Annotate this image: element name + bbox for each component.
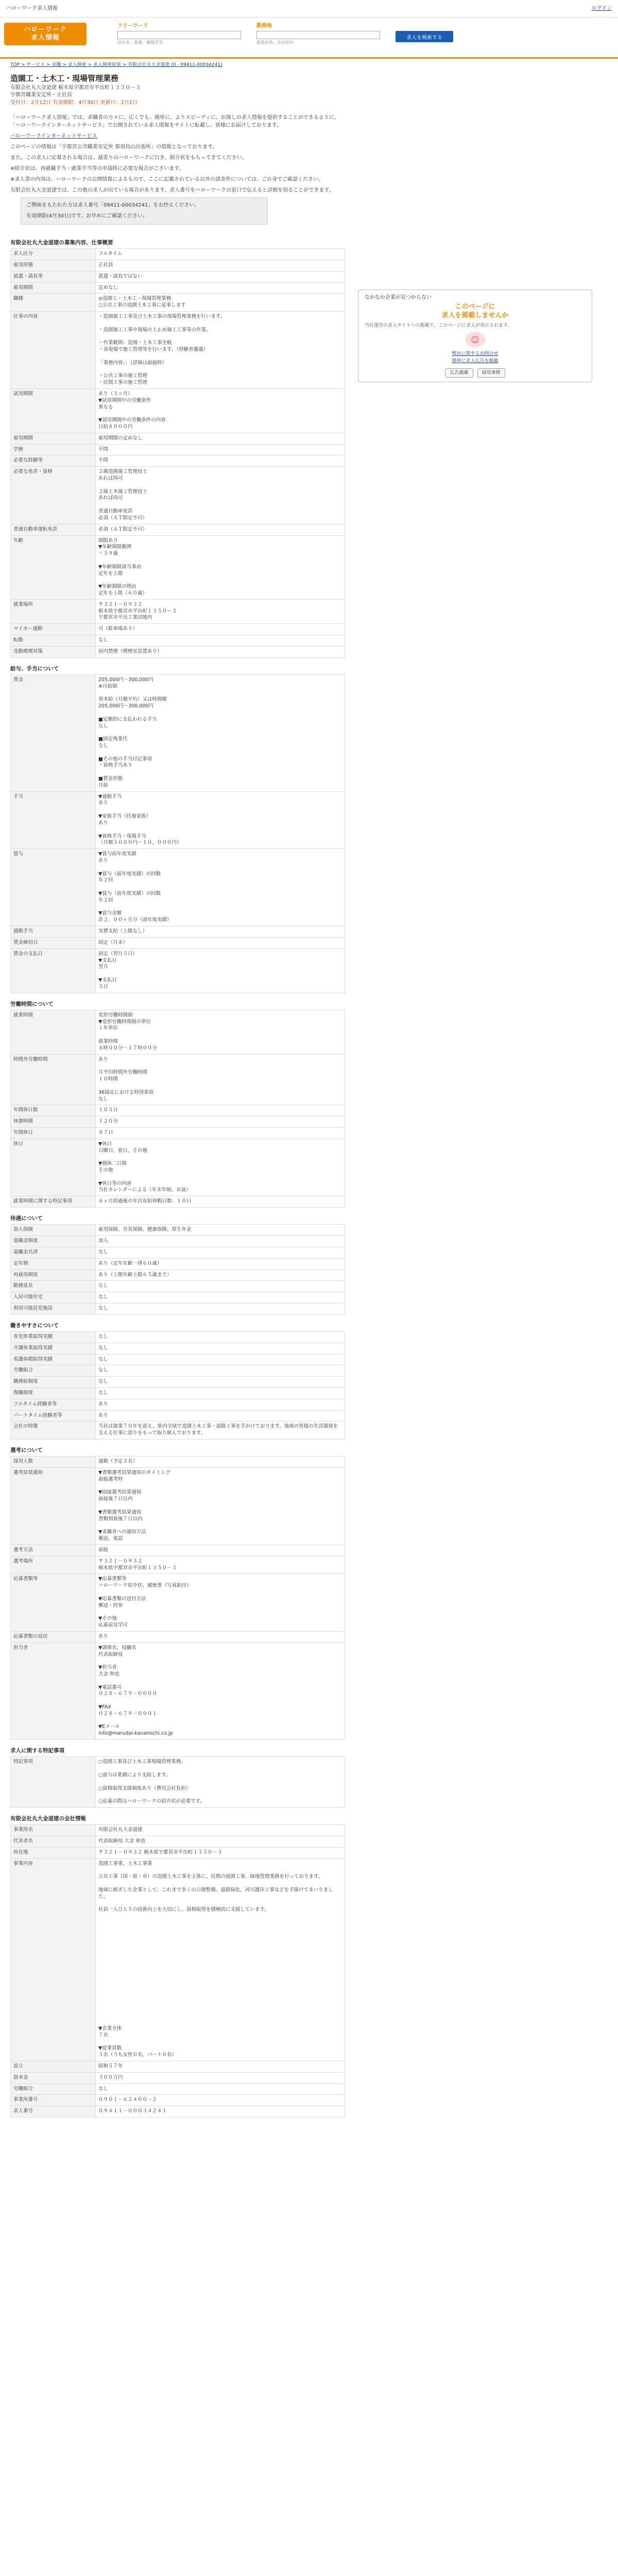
field-value: ・造園施工工事及び土木工事の現場管理業務を行います。 ・造園施工工事や現場の土止め施工工事等の作業。 ・作業範囲：造園・土木工事全般 ・各現場で施工管理等を行います。（経験者優遇） 「業務内容」：（詳細は面接時） ・公共工事の施工管理 ・民間工事の施工管理 [96, 311, 345, 388]
field-value: ▼賞与前年度実績 あり ▼賞与（前年度実績）の回数 年２回 ▼賞与（前年度実績）の回数 年２回 ▼賞与金額 計２．００ヶ月分（前年度実績） [96, 849, 345, 926]
field-value: なし [96, 635, 345, 647]
field-value: なし [96, 1343, 345, 1354]
table-row [11, 524, 345, 535]
right-sidebar [358, 232, 592, 2117]
login-link[interactable]: ログイン [591, 5, 612, 11]
field-label: 加入保険 [11, 1225, 96, 1236]
field-value: ８７日 [96, 1127, 345, 1139]
field-value: あり [96, 1399, 345, 1410]
company-notice: 有限会社丸大金道建では、この他の求人が出ている場合があります。求人番号をハローワークの窓口で伝えると詳細を知ることができます。 [10, 187, 334, 193]
notice-line: 有効期限(4月30日)です。お早めにご確認ください。 [26, 213, 148, 219]
breadcrumb[interactable]: TOP > サービス > 求職 > 求人検索 > 求人検索結果 > 有限会社丸大金道建 (0 - 09411-00034241) [10, 62, 222, 67]
ad-box [358, 290, 592, 383]
field-label: 賞与 [11, 849, 96, 926]
field-value: なし [96, 1281, 345, 1292]
section-title: 給与、手当について [10, 665, 59, 672]
field-label: 必要な免許・資格 [11, 467, 96, 524]
table-row [11, 1247, 345, 1258]
section-title: 待遇について [10, 1215, 43, 1222]
field-value: 当社は創業７０年を迎え、県内全域で造園土木工事・道路工事を手がけております。地域の皆様の生活環境を支える仕事に誇りをもって取り組んでおります。 [96, 1421, 345, 1439]
section-title: 求人に関する特記事項 [10, 1748, 64, 1754]
table-row [11, 1139, 345, 1196]
field-value: 制限あり ▼年齢制限範囲 ～５９歳 ▼年齢制限該当事由 定年を上限 ▼年齢制限の理由 定年を上限（６０歳） [96, 535, 345, 599]
field-value: 正社員 [96, 260, 345, 271]
table-row [11, 467, 345, 524]
job-title: 造園工・土木工・現場管理業務 [10, 74, 119, 83]
person-illustration-icon: ☺ [465, 332, 486, 347]
table-row [11, 2095, 345, 2106]
field-value: あり（３ヶ月） ▼試用期間中の労働条件 異なる ▼試用期間中の労働条件の内容 日給８０００円 [96, 388, 345, 433]
field-value: あり [96, 1410, 345, 1421]
field-label: 選考方法 [11, 1545, 96, 1556]
table-row [11, 1225, 345, 1236]
table-row [11, 282, 345, 294]
table-row [11, 1269, 345, 1281]
table-row [11, 1281, 345, 1292]
field-label: 看護休暇取得実績 [11, 1354, 96, 1365]
field-label: 退職金共済 [11, 1247, 96, 1258]
page-content [0, 62, 618, 2117]
field-label: 定年制 [11, 1258, 96, 1269]
field-label: 再雇用制度 [11, 1269, 96, 1281]
field-value: ▼応募書類等 ハローワーク紹介状、履歴書（写真貼付） ▼応募書類の送付方法 郵送・持参 ▼その他 応募前見学可 [96, 1574, 345, 1632]
ad-buttons [365, 368, 586, 378]
field-value: 実費支給（上限なし） [96, 926, 345, 938]
table-row [11, 1196, 345, 1208]
table-row [11, 1354, 345, 1365]
field-label: 応募書類の返戻 [11, 1631, 96, 1642]
field-value: 不問 [96, 455, 345, 467]
table-row [11, 1331, 345, 1343]
update-dates: 受付日：2月12日 有効期限：4月30日 更新日：2月2日 [10, 100, 138, 106]
detail-table [10, 674, 345, 993]
field-label: 復職制度 [11, 1388, 96, 1399]
table-row [11, 1858, 345, 2061]
field-label: 雇用形態 [11, 260, 96, 271]
field-label: 勤務延長 [11, 1281, 96, 1292]
keyword-label: フリーワード [117, 23, 148, 29]
field-value: ６ヶ月経過後の年次有給休暇日数：１０日 [96, 1196, 345, 1208]
post-ad-link[interactable]: 簡単に求人広告を掲載 [452, 358, 499, 364]
table-row [11, 311, 345, 388]
field-value: ▼休日 日曜日、祝日、その他 ▼週休二日制 その他 ▼休日等の内容 当社カレンダーによる（年末年始、お盆） [96, 1139, 345, 1196]
field-value: 昭和５７年 [96, 2061, 345, 2072]
field-label: 労働組合 [11, 1365, 96, 1377]
field-value: なし [96, 1377, 345, 1388]
field-value: 〒３２１－０９３２ 栃木県宇都宮市平出町１３５０－３ 宇都宮市平出工業団地内 [96, 599, 345, 623]
field-label: 転勤 [11, 635, 96, 647]
field-label: 時間外労働時間 [11, 1054, 96, 1105]
field-label: 雇用期間 [11, 282, 96, 294]
field-value: 〒３２１－０９３２ 栃木県宇都宮市平出町１３５０－３ [96, 1847, 345, 1858]
field-value: あり [96, 1631, 345, 1642]
field-label: 応募書類等 [11, 1574, 96, 1632]
location-label: 勤務地 [256, 23, 272, 29]
detail-table [10, 1010, 345, 1208]
table-row [11, 433, 345, 444]
field-value: 205,000円～300,000円 ※月給制 基本給（月額平均）又は時間額 205,000円～300,000円 ■定額的に支払われる手当 なし ■固定残業代 なし ■その他の手当付記事項 ・資格手当あり ■賃金形態 月給 [96, 674, 345, 791]
field-value: ▼課係名、役職名 代表取締役 ▼担当者 大金 和也 ▼電話番号 ０２８－６７９－００００ ▼FAX ０２８－６７９－０００１ ▼Eメール info@marudai-kanamichi.co.jp [96, 1642, 345, 1739]
detail-table [10, 1756, 345, 1808]
logo-line-2: 求人情報 [30, 34, 60, 42]
field-value: 造園工事業、土木工事業 公共工事（国・県・市）の造園土木工事を主体に、民間の庭園工事、緑地管理業務を行っております。 地域に根ざした企業として、これまで多くの公園整備、道路緑化、河川護岸工事などを手掛けてまいりました。 社員一人ひとりの技術向上を大切にし、資格取得を積極的に支援しています。 ▼企業全体 ７名 ▼従業員数 ３名（うち女性０名、パート０名） [96, 1858, 345, 2061]
company-line: 有限会社丸大金道建 栃木県宇都宮市平出町１３５０－３ [10, 85, 141, 91]
field-value: 固定（翌月５日） ▼支払日 翌月 ▼支払日 ５日 [96, 948, 345, 993]
field-label: 利用可能託児施設 [11, 1303, 96, 1314]
ad-posting-button[interactable]: 広告掲載 [445, 368, 473, 378]
detail-table [10, 248, 345, 658]
field-label: 年齢 [11, 535, 96, 599]
internet-service-link[interactable]: ハローワークインターネットサービス [10, 133, 97, 139]
field-value: 定めなし [96, 282, 345, 294]
search-form [117, 23, 453, 45]
location-hint: 都道府県、市区町村 [256, 40, 294, 45]
table-row [11, 1054, 345, 1105]
main-area [10, 232, 608, 2117]
table-row [11, 674, 345, 791]
field-label: 受動喫煙対策 [11, 646, 96, 657]
field-label: 選考場所 [11, 1556, 96, 1574]
field-label: 事業所名 [11, 1825, 96, 1836]
site-label: ハローワーク求人情報 [6, 5, 58, 11]
field-label: 介護休業取得実績 [11, 1343, 96, 1354]
field-label: 就業場所 [11, 599, 96, 623]
table-row [11, 2061, 345, 2072]
field-label: 賃金 [11, 674, 96, 791]
inquiry-link[interactable]: 弊社に関するお問合せ [452, 351, 499, 357]
field-label: 事業内容 [11, 1858, 96, 2061]
field-label: 資本金 [11, 2072, 96, 2083]
table-row [11, 1642, 345, 1739]
field-value: ○造園工事及び土木工事現場管理業務。 ○賞与は業績により支給します。 ○資格取得支援制度あり（費用会社負担） ○応募の際はハローワークの紹介状が必要です。 [96, 1757, 345, 1808]
field-value: なし [96, 1303, 345, 1314]
field-label: 学歴 [11, 444, 96, 455]
intro-paragraph: また、この求人に応募される場合は、最寄りのハローワークに行き、紹介状をもらってきてください。 [10, 155, 247, 161]
table-row [11, 1410, 345, 1421]
notice-line: ご興味をもたれた方は求人番号「09411-00034241」をお控えください。 [26, 202, 200, 208]
field-value: なし [96, 1388, 345, 1399]
table-row [11, 1127, 345, 1139]
table-row [11, 1303, 345, 1314]
field-value: 代表取締役 大金 和也 [96, 1836, 345, 1847]
field-value: あり（上限年齢上限６５歳まで） [96, 1269, 345, 1281]
table-row [11, 791, 345, 849]
table-row [11, 948, 345, 993]
ad-heading: なかなか企業が見つからない [365, 294, 432, 300]
keyword-input[interactable] [117, 31, 241, 39]
table-row [11, 249, 345, 260]
field-label: 事業所番号 [11, 2095, 96, 2106]
intro-paragraph: 「ハローワーク求人情報」では、求職者の方々に、広くでも、簡単に、よりスピーディに、お探しの求人情報を提供することができるように、「ハローワークインターネットサービス」で公開されている求人情報をサイトに転載し、皆様にお届けしております。 [10, 114, 339, 128]
table-row [11, 1116, 345, 1128]
field-label: 普通自動車運転免許 [11, 524, 96, 535]
field-value: 雇用期間の定めなし [96, 433, 345, 444]
table-row [11, 1343, 345, 1354]
field-label: 育児休業取得実績 [11, 1331, 96, 1343]
field-label: フルタイム経験者等 [11, 1399, 96, 1410]
table-row [11, 1399, 345, 1410]
table-row [11, 646, 345, 657]
field-value: ０９０１－６２４００－２ [96, 2095, 345, 2106]
table-row [11, 1468, 345, 1545]
field-value: なし [96, 1247, 345, 1258]
section-title: 有限会社丸大金道建の募集内容、仕事概要 [10, 239, 113, 246]
field-value: 面接 [96, 1545, 345, 1556]
table-row [11, 1365, 345, 1377]
keyword-field-group [117, 23, 241, 45]
field-label: 派遣・請負等 [11, 271, 96, 282]
field-label: マイカー通勤 [11, 624, 96, 635]
field-value: 必須（ＡＴ限定不可） [96, 524, 345, 535]
field-value: ０９４１１－０００３４２４１ [96, 2106, 345, 2117]
field-value: なし [96, 1365, 345, 1377]
field-value: ３００万円 [96, 2072, 345, 2083]
table-row [11, 1258, 345, 1269]
field-label: 採用人数 [11, 1456, 96, 1468]
field-label: 試用期間 [11, 388, 96, 433]
table-row [11, 1545, 345, 1556]
table-row [11, 1010, 345, 1054]
section-title: 選考について [10, 1447, 43, 1454]
table-row [11, 937, 345, 948]
table-row [11, 535, 345, 599]
job-detail-sections [10, 232, 345, 2117]
field-value: ▼書類選考結果通知のタイミング 面接選考時 ▼面接選考結果通知 面接後７日以内 ▼書類選考結果通知 書類到着後７日以内 ▼求職者への通知方法 郵送、電話 [96, 1468, 345, 1545]
field-label: 代表者名 [11, 1836, 96, 1847]
field-value: ▼通勤手当 あり ▼家族手当（扶養家族） あり ▼資格手当・現場手当 （月額５０００円～１０，０００円） [96, 791, 345, 849]
table-row [11, 388, 345, 433]
table-row [11, 1631, 345, 1642]
field-label: 職種 [11, 294, 96, 312]
field-label: 会社の特徴 [11, 1421, 96, 1439]
search-button[interactable]: 求人を検索する [396, 31, 453, 42]
field-value: １２０分 [96, 1116, 345, 1128]
field-value: 固定（月末） [96, 937, 345, 948]
field-label: 賃金の支払日 [11, 948, 96, 993]
section-title: 働きやすさについて [10, 1322, 59, 1329]
field-value: あり 月平均時間外労働時間 １０時間 36協定における特別条項 なし [96, 1054, 345, 1105]
field-label: 職務給制度 [11, 1377, 96, 1388]
table-row [11, 599, 345, 623]
field-label: 退職金制度 [11, 1236, 96, 1247]
field-label: 休憩時間 [11, 1116, 96, 1128]
field-label: 求人区分 [11, 249, 96, 260]
field-value: 〒３２１－０９３２ 栃木県宇都宮市平出町１３５０－３ [96, 1556, 345, 1574]
field-label: 求人番号 [11, 2106, 96, 2117]
field-value: 有限会社丸大金道建 [96, 1825, 345, 1836]
table-row [11, 455, 345, 467]
field-value: なし [96, 1354, 345, 1365]
table-row [11, 1236, 345, 1247]
field-label: 設立 [11, 2061, 96, 2072]
table-row [11, 1292, 345, 1303]
table-row [11, 2106, 345, 2117]
field-value: あり（定年年齢一律６０歳） [96, 1258, 345, 1269]
table-row [11, 926, 345, 938]
field-value: １０５日 [96, 1105, 345, 1116]
case-study-button[interactable]: 採用事例 [477, 368, 505, 378]
intro-text [10, 114, 345, 194]
field-label: 仕事の内容 [11, 311, 96, 388]
field-value: 不問 [96, 444, 345, 455]
detail-table [10, 1331, 345, 1439]
intro-paragraph: ※求人票の内容は、ハローワークの公開情報によるもので、ここに記載されている以外の諸条件については、ご自身でご確認ください。 [10, 176, 323, 182]
field-value: なし [96, 1292, 345, 1303]
field-label: 年間休日 [11, 1127, 96, 1139]
field-label: パートタイム経験者等 [11, 1410, 96, 1421]
field-value: 派遣・請負ではない [96, 271, 345, 282]
table-row [11, 1847, 345, 1858]
location-input[interactable] [256, 31, 380, 39]
location-field-group [256, 23, 380, 45]
field-label: 特記事項 [11, 1757, 96, 1808]
field-value: フルタイム [96, 249, 345, 260]
field-value: なし [96, 2083, 345, 2095]
field-label: 就業時間に関する特記事項 [11, 1196, 96, 1208]
ad-description: 当社運営の求人サイトへの掲載で、このページに求人が表示されます。 [365, 323, 512, 329]
intro-paragraph: このページの情報は「宇都宮公共職業安定所 那須烏山出張所」の情報となっております。 [10, 144, 218, 150]
field-value: 変形労働時間制 ▼変形労働時間制の単位 １年単位 就業時間 ８時００分～１７時００分 [96, 1010, 345, 1054]
field-value: 可（駐車場あり） [96, 624, 345, 635]
field-value: ２級造園施工管理技士 あれば尚可 ２級土木施工管理技士 あれば尚可 普通自動車免許 必須（ＡＴ限定不可） [96, 467, 345, 524]
field-label: 年間休日数 [11, 1105, 96, 1116]
field-value: 雇用保険、労災保険、健康保険、厚生年金 [96, 1225, 345, 1236]
field-label: 休日 [11, 1139, 96, 1196]
field-label: 労働組合 [11, 2083, 96, 2095]
table-row [11, 849, 345, 926]
field-label: 担当者 [11, 1642, 96, 1739]
table-row [11, 444, 345, 455]
field-value: なし [96, 1331, 345, 1343]
field-label: 所在地 [11, 1847, 96, 1858]
table-row [11, 624, 345, 635]
site-header [0, 18, 618, 59]
field-value: 加入 [96, 1236, 345, 1247]
detail-table [10, 1224, 345, 1315]
table-row [11, 1105, 345, 1116]
table-row [11, 635, 345, 647]
section-title: 有限会社丸大金道建の会社情報 [10, 1815, 86, 1822]
field-value: 通勤（予定２名） [96, 1456, 345, 1468]
field-label: 通勤手当 [11, 926, 96, 938]
detail-table [10, 1456, 345, 1740]
office-line: 宇都宮職業安定所・正社員 [10, 92, 72, 98]
table-row [11, 271, 345, 282]
logo-line-1: ハローワーク [23, 26, 67, 34]
table-row [11, 1556, 345, 1574]
field-label: 選考結果通知 [11, 1468, 96, 1545]
keyword-hint: 会社名、業種、職種名等 [117, 40, 163, 45]
top-bar [0, 0, 618, 18]
table-row [11, 1421, 345, 1439]
field-label: 就業時間 [11, 1010, 96, 1054]
table-row [11, 294, 345, 312]
table-row [11, 1377, 345, 1388]
table-row [11, 2072, 345, 2083]
job-title-block [10, 73, 608, 107]
field-label: 手当 [11, 791, 96, 849]
field-label: 雇用期間 [11, 433, 96, 444]
table-row [11, 1388, 345, 1399]
table-row [11, 1825, 345, 1836]
field-value: 屋内禁煙（喫煙室設置あり） [96, 646, 345, 657]
section-title: 労働時間について [10, 1001, 54, 1007]
field-label: 必要な経験等 [11, 455, 96, 467]
field-label: 入居可能住宅 [11, 1292, 96, 1303]
detail-table [10, 1824, 345, 2117]
site-logo[interactable] [4, 23, 87, 45]
table-row [11, 1456, 345, 1468]
table-row [11, 260, 345, 271]
table-row [11, 2083, 345, 2095]
field-label: 賃金締切日 [11, 937, 96, 948]
field-value: ◎造園工・土木工・現場管理業務 ○公共工事の造園土木工事に従事します [96, 294, 345, 312]
ad-title: このページに 求人を掲載しませんか [441, 303, 509, 320]
intro-paragraph: ※紹介状は、再就職手当・就業手当等の申請時に必要な場合がございます。 [10, 165, 184, 172]
table-row [11, 1836, 345, 1847]
table-row [11, 1574, 345, 1632]
job-number-notice [21, 197, 268, 225]
table-row [11, 1757, 345, 1808]
